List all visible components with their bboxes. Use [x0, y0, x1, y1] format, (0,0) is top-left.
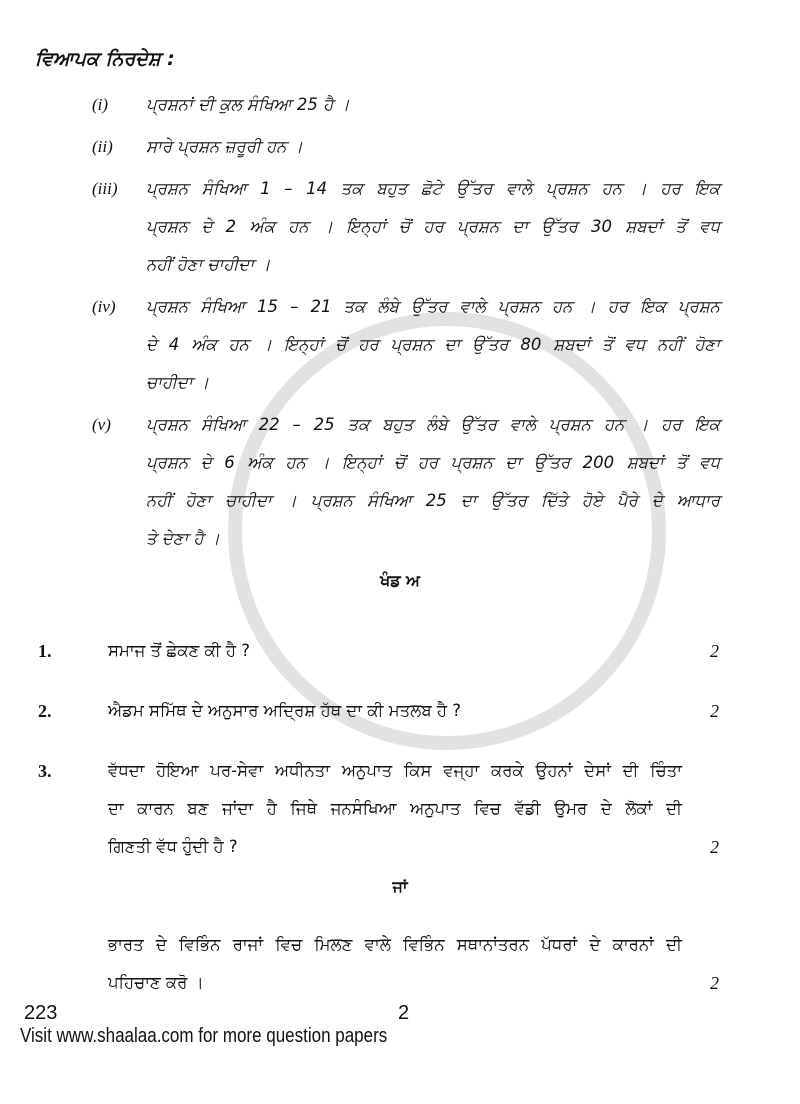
instruction-text-line: ਪ੍ਰਸ਼ਨ ਦੇ 6 ਅੰਕ ਹਨ । ਇਨ੍ਹਾਂ ਚੋਂ ਹਰ ਪ੍ਰਸ਼ਨ ਦਾ ਉੱਤਰ 200 ਸ਼ਬਦਾਂ ਤੋਂ ਵਧ: [146, 453, 720, 472]
question-item: [0, 692, 800, 730]
alternative-text: [108, 926, 682, 1002]
instruction-text: [146, 170, 720, 284]
instruction-text-line: ਦੇ 4 ਅੰਕ ਹਨ । ਇਨ੍ਹਾਂ ਚੋਂ ਹਰ ਪ੍ਰਸ਼ਨ ਦਾ ਉੱਤਰ 80 ਸ਼ਬਦਾਂ ਤੋਂ ਵਧ ਨਹੀਂ ਹੋਣਾ: [146, 335, 720, 354]
questions-list: [0, 632, 800, 866]
footer-page-number: 2: [398, 1002, 410, 1024]
instruction-item: [92, 406, 800, 558]
question-text: [108, 692, 682, 730]
instruction-label: (i): [92, 95, 109, 114]
footer-numbers: [0, 1002, 800, 1024]
instruction-text-line: ਸਾਰੇ ਪ੍ਰਸ਼ਨ ਜ਼ਰੂਰੀ ਹਨ ।: [146, 137, 303, 156]
instruction-item: [92, 288, 800, 402]
instruction-text: [146, 86, 720, 124]
question-text-line: ਵੱਧਦਾ ਹੋਇਆ ਪਰ-ਸੇਵਾ ਅਧੀਨਤਾ ਅਨੁਪਾਤ ਕਿਸ ਵਜ੍ਹਾ ਕਰਕੇ ਉਹਨਾਂ ਦੇਸਾਂ ਦੀ ਚਿੰਤਾ: [108, 761, 682, 780]
instruction-label: (v): [92, 415, 111, 434]
instruction-text-line: ਨਹੀਂ ਹੋਣਾ ਚਾਹੀਦਾ ।: [146, 255, 271, 274]
instruction-text-line: ਪ੍ਰਸ਼ਨ ਸੰਖਿਆ 15 – 21 ਤਕ ਲੰਬੇ ਉੱਤਰ ਵਾਲੇ ਪ੍ਰਸ਼ਨ ਹਨ । ਹਰ ਇਕ ਪ੍ਰਸ਼ਨ: [146, 297, 720, 316]
instruction-text-line: ਤੇ ਦੇਣਾ ਹੈ ।: [146, 529, 220, 548]
instruction-text: [146, 406, 720, 558]
footer-promo-link[interactable]: Visit www.shaalaa.com for more question papers: [20, 1025, 388, 1047]
instruction-text-line: ਪ੍ਰਸ਼ਨ ਦੇ 2 ਅੰਕ ਹਨ । ਇਨ੍ਹਾਂ ਚੋਂ ਹਰ ਪ੍ਰਸ਼ਨ ਦਾ ਉੱਤਰ 30 ਸ਼ਬਦਾਂ ਤੋਂ ਵਧ: [146, 217, 720, 236]
alternative-text-line: ਪਹਿਚਾਣ ਕਰੋ ।: [108, 973, 204, 992]
instructions-title: ਵਿਆਪਕ ਨਿਰਦੇਸ਼ :: [35, 48, 175, 70]
instruction-text: [146, 288, 720, 402]
instruction-item: [92, 86, 800, 124]
instruction-text-line: ਪ੍ਰਸ਼ਨ ਸੰਖਿਆ 22 – 25 ਤਕ ਬਹੁਤ ਲੰਬੇ ਉੱਤਰ ਵਾਲੇ ਪ੍ਰਸ਼ਨ ਹਨ । ਹਰ ਇਕ: [146, 415, 720, 434]
alternative-question: [0, 926, 800, 1002]
instructions-list: [0, 86, 800, 558]
instruction-item: [92, 128, 800, 166]
instruction-text-line: ਪ੍ਰਸ਼ਨਾਂ ਦੀ ਕੁਲ ਸੰਖਿਆ 25 ਹੈ ।: [146, 95, 350, 114]
question-marks: 2: [710, 837, 719, 857]
question-text-line: ਦਾ ਕਾਰਨ ਬਣ ਜਾਂਦਾ ਹੈ ਜਿਥੇ ਜਨਸੰਖਿਆ ਅਨੁਪਾਤ ਵਿਚ ਵੱਡੀ ਉਮਰ ਦੇ ਲੋਕਾਂ ਦੀ: [108, 799, 682, 818]
question-marks: 2: [710, 701, 719, 721]
question-item: [0, 752, 800, 866]
question-text-line: ਐਡਮ ਸਮਿੱਥ ਦੇ ਅਨੁਸਾਰ ਅਦ੍ਰਿਸ਼ ਹੱਥ ਦਾ ਕੀ ਮਤਲਬ ਹੈ ?: [108, 701, 462, 720]
instruction-label: (iv): [92, 297, 116, 316]
alternative-text-line: ਭਾਰਤ ਦੇ ਵਿਭਿੰਨ ਰਾਜਾਂ ਵਿਚ ਮਿਲਣ ਵਾਲੇ ਵਿਭਿੰਨ ਸਥਾਨਾਂਤਰਨ ਪੱਧਰਾਂ ਦੇ ਕਾਰਨਾਂ ਦੀ: [108, 935, 682, 954]
instruction-label: (iii): [92, 179, 118, 198]
question-number: 3.: [38, 761, 52, 781]
question-text-line: ਸਮਾਜ ਤੋਂ ਛੇਕਣ ਕੀ ਹੈ ?: [108, 641, 251, 660]
instruction-item: [92, 170, 800, 284]
question-number: 2.: [38, 701, 52, 721]
instruction-text-line: ਚਾਹੀਦਾ ।: [146, 373, 209, 392]
or-label: ਜਾਂ: [392, 877, 408, 896]
question-text-line: ਗਿਣਤੀ ਵੱਧ ਹੁੰਦੀ ਹੈ ?: [108, 837, 238, 856]
question-item: [0, 632, 800, 670]
question-text: [108, 632, 682, 670]
instruction-text-line: ਨਹੀਂ ਹੋਣਾ ਚਾਹੀਦਾ । ਪ੍ਰਸ਼ਨ ਸੰਖਿਆ 25 ਦਾ ਉੱਤਰ ਦਿੱਤੇ ਹੋਏ ਪੈਰੇ ਦੇ ਆਧਾਰ: [146, 491, 720, 510]
alternative-marks: 2: [710, 973, 719, 993]
instruction-text: [146, 128, 720, 166]
footer-code: 223: [24, 1002, 58, 1024]
question-number: 1.: [38, 641, 52, 661]
instruction-label: (ii): [92, 137, 113, 156]
section-heading: ਖੰਡ ਅ: [380, 571, 420, 590]
exam-page: [0, 44, 800, 1048]
question-marks: 2: [710, 641, 719, 661]
instruction-text-line: ਪ੍ਰਸ਼ਨ ਸੰਖਿਆ 1 – 14 ਤਕ ਬਹੁਤ ਛੋਟੇ ਉੱਤਰ ਵਾਲੇ ਪ੍ਰਸ਼ਨ ਹਨ । ਹਰ ਇਕ: [146, 179, 720, 198]
question-text: [108, 752, 682, 866]
